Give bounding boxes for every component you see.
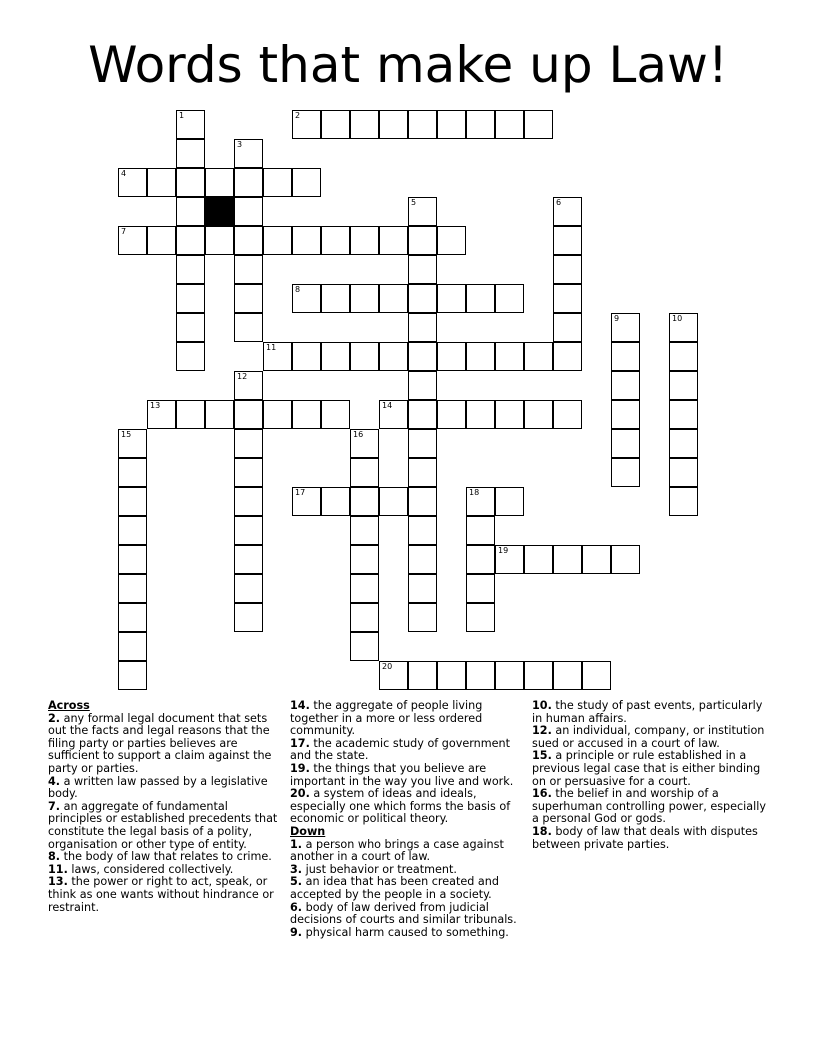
grid-cell[interactable] bbox=[263, 342, 292, 371]
grid-cell[interactable] bbox=[466, 400, 495, 429]
clue-number: 3 bbox=[237, 140, 243, 149]
grid-cell[interactable] bbox=[408, 603, 437, 632]
grid-cell[interactable] bbox=[408, 545, 437, 574]
clue-item-text: any formal legal document that sets out the facts and legal reasons that the filing party or parties believes are sufficient to support a claim against the party or parties. bbox=[48, 711, 272, 775]
grid-cell[interactable] bbox=[292, 342, 321, 371]
down-clue-list-continued bbox=[532, 700, 768, 851]
grid-cell[interactable] bbox=[350, 284, 379, 313]
clue-item-number: 20. bbox=[290, 787, 310, 801]
clue-item bbox=[48, 776, 284, 801]
clue-item-text: the academic study of government and the state. bbox=[290, 736, 510, 763]
grid-cell[interactable] bbox=[524, 110, 553, 139]
grid-cell[interactable] bbox=[408, 313, 437, 342]
grid-cell[interactable] bbox=[234, 139, 263, 168]
grid-cell[interactable] bbox=[379, 226, 408, 255]
grid-cell[interactable] bbox=[234, 226, 263, 255]
grid-cell[interactable] bbox=[147, 226, 176, 255]
across-heading: Across bbox=[48, 699, 90, 712]
grid-cell[interactable] bbox=[408, 342, 437, 371]
grid-cell[interactable] bbox=[553, 661, 582, 690]
page-title: Words that make up Law! bbox=[88, 36, 728, 94]
grid-cell[interactable] bbox=[495, 110, 524, 139]
grid-cell[interactable] bbox=[118, 458, 147, 487]
grid-cell[interactable] bbox=[466, 516, 495, 545]
clue-number: 18 bbox=[469, 488, 480, 497]
clue-item bbox=[290, 839, 526, 864]
grid-cell[interactable] bbox=[495, 661, 524, 690]
grid-cell[interactable] bbox=[350, 487, 379, 516]
grid-cell[interactable] bbox=[466, 342, 495, 371]
grid-cell[interactable] bbox=[321, 342, 350, 371]
grid-cell[interactable] bbox=[553, 313, 582, 342]
grid-cell[interactable] bbox=[611, 545, 640, 574]
grid-cell[interactable] bbox=[379, 487, 408, 516]
grid-cell[interactable] bbox=[582, 661, 611, 690]
grid-cell[interactable] bbox=[234, 313, 263, 342]
clue-item-number: 8. bbox=[48, 850, 61, 864]
grid-cell[interactable] bbox=[234, 371, 263, 400]
grid-cell[interactable] bbox=[176, 313, 205, 342]
grid-cell[interactable] bbox=[234, 429, 263, 458]
clue-item bbox=[290, 876, 526, 901]
clue-item bbox=[532, 725, 768, 750]
grid-cell[interactable] bbox=[118, 603, 147, 632]
grid-cell[interactable] bbox=[408, 516, 437, 545]
clue-item-number: 10. bbox=[532, 699, 552, 712]
grid-cell[interactable] bbox=[176, 284, 205, 313]
grid-cell[interactable] bbox=[437, 226, 466, 255]
clue-item bbox=[290, 902, 526, 927]
grid-cell[interactable] bbox=[524, 661, 553, 690]
grid-cell[interactable] bbox=[234, 458, 263, 487]
grid-cell[interactable] bbox=[553, 342, 582, 371]
clue-number: 9 bbox=[614, 314, 620, 323]
clue-number: 11 bbox=[266, 343, 277, 352]
clue-item-number: 5. bbox=[290, 875, 303, 889]
clue-number: 14 bbox=[382, 401, 393, 410]
clue-item-number: 3. bbox=[290, 862, 303, 876]
grid-cell[interactable] bbox=[118, 545, 147, 574]
clue-item bbox=[48, 801, 284, 851]
grid-cell[interactable] bbox=[495, 400, 524, 429]
grid-cell[interactable] bbox=[118, 661, 147, 690]
grid-cell[interactable] bbox=[234, 168, 263, 197]
clue-item-number: 14. bbox=[290, 699, 310, 712]
grid-cell[interactable] bbox=[669, 371, 698, 400]
grid-cell[interactable] bbox=[553, 545, 582, 574]
clue-number: 4 bbox=[121, 169, 127, 178]
grid-cell[interactable] bbox=[437, 661, 466, 690]
grid-cell[interactable] bbox=[466, 574, 495, 603]
grid-cell[interactable] bbox=[147, 168, 176, 197]
clue-item-number: 4. bbox=[48, 774, 61, 788]
grid-cell[interactable] bbox=[176, 226, 205, 255]
grid-cell[interactable] bbox=[611, 342, 640, 371]
grid-cell[interactable] bbox=[669, 429, 698, 458]
grid-cell[interactable] bbox=[234, 400, 263, 429]
clue-item bbox=[532, 700, 768, 725]
clue-item-text: an idea that has been created and accepted by the people in a society. bbox=[290, 875, 499, 901]
grid-cell[interactable] bbox=[437, 342, 466, 371]
across-clue-list bbox=[48, 713, 284, 915]
clue-item-number: 1. bbox=[290, 837, 303, 851]
grid-cell[interactable] bbox=[350, 342, 379, 371]
grid-cell[interactable] bbox=[292, 110, 321, 139]
clue-number: 7 bbox=[121, 227, 127, 236]
clue-number: 12 bbox=[237, 372, 248, 381]
grid-cell[interactable] bbox=[321, 284, 350, 313]
clue-number: 16 bbox=[353, 430, 364, 439]
grid-cell[interactable] bbox=[379, 400, 408, 429]
clue-item-text: the belief in and worship of a superhuman controlling power, especially a personal God or gods. bbox=[532, 787, 766, 826]
down-heading: Down bbox=[290, 824, 326, 838]
grid-cell[interactable] bbox=[466, 284, 495, 313]
grid-cell[interactable] bbox=[350, 545, 379, 574]
grid-cell[interactable] bbox=[379, 661, 408, 690]
down-clue-list bbox=[290, 839, 526, 940]
clue-number: 8 bbox=[295, 285, 301, 294]
clue-column-2 bbox=[290, 700, 526, 939]
grid-cell[interactable] bbox=[263, 400, 292, 429]
grid-cell[interactable] bbox=[234, 284, 263, 313]
clue-item-text: the study of past events, particularly in human affairs. bbox=[532, 699, 763, 725]
grid-cell[interactable] bbox=[321, 226, 350, 255]
clue-item-number: 13. bbox=[48, 875, 68, 889]
clue-item bbox=[48, 713, 284, 776]
grid-cell[interactable] bbox=[582, 545, 611, 574]
grid-cell[interactable] bbox=[553, 255, 582, 284]
grid-cell[interactable] bbox=[234, 516, 263, 545]
clue-item-number: 11. bbox=[48, 862, 68, 876]
grid-cell[interactable] bbox=[292, 400, 321, 429]
clue-number: 15 bbox=[121, 430, 132, 439]
grid-cell[interactable] bbox=[176, 110, 205, 139]
grid-cell[interactable] bbox=[553, 400, 582, 429]
grid-cell[interactable] bbox=[669, 313, 698, 342]
grid-cell[interactable] bbox=[350, 226, 379, 255]
grid-cell[interactable] bbox=[176, 168, 205, 197]
clue-item-text: a person who brings a case against another in a court of law. bbox=[290, 837, 504, 864]
grid-cell[interactable] bbox=[437, 284, 466, 313]
grid-cell[interactable] bbox=[466, 661, 495, 690]
grid-cell[interactable] bbox=[234, 487, 263, 516]
clue-item-number: 6. bbox=[290, 900, 303, 914]
grid-cell[interactable] bbox=[292, 226, 321, 255]
clue-number: 6 bbox=[556, 198, 562, 207]
clue-item-number: 18. bbox=[532, 824, 552, 838]
grid-cell[interactable] bbox=[611, 429, 640, 458]
grid-cell[interactable] bbox=[611, 400, 640, 429]
grid-cell[interactable] bbox=[176, 400, 205, 429]
grid-cell[interactable] bbox=[118, 574, 147, 603]
grid-cell[interactable] bbox=[524, 342, 553, 371]
grid-cell[interactable] bbox=[408, 661, 437, 690]
grid-cell[interactable] bbox=[379, 342, 408, 371]
grid-cell[interactable] bbox=[350, 516, 379, 545]
clue-item bbox=[48, 876, 284, 914]
grid-cell[interactable] bbox=[408, 458, 437, 487]
clue-item-number: 16. bbox=[532, 787, 552, 801]
clue-item bbox=[290, 927, 526, 940]
grid-cell[interactable] bbox=[350, 574, 379, 603]
clue-item bbox=[290, 738, 526, 763]
grid-cell[interactable] bbox=[524, 545, 553, 574]
grid-cell[interactable] bbox=[553, 197, 582, 226]
clue-item bbox=[290, 788, 526, 826]
clue-item-text: a principle or rule established in a previous legal case that is either binding on or persuasive for a court. bbox=[532, 749, 761, 788]
grid-cell[interactable] bbox=[669, 458, 698, 487]
clue-column-1 bbox=[48, 700, 284, 914]
grid-cell[interactable] bbox=[350, 429, 379, 458]
grid-cell[interactable] bbox=[553, 226, 582, 255]
grid-cell[interactable] bbox=[495, 284, 524, 313]
clue-number: 5 bbox=[411, 198, 417, 207]
grid-cell[interactable] bbox=[466, 545, 495, 574]
grid-cell[interactable] bbox=[234, 574, 263, 603]
across-clue-list-continued bbox=[290, 700, 526, 826]
clue-number: 19 bbox=[498, 546, 509, 555]
clue-item-number: 17. bbox=[290, 736, 310, 750]
grid-cell[interactable] bbox=[553, 284, 582, 313]
clue-item-number: 15. bbox=[532, 749, 552, 763]
grid-cell[interactable] bbox=[321, 400, 350, 429]
grid-cell[interactable] bbox=[205, 168, 234, 197]
grid-cell[interactable] bbox=[408, 226, 437, 255]
grid-cell[interactable] bbox=[118, 632, 147, 661]
clue-item bbox=[532, 788, 768, 826]
grid-cell[interactable] bbox=[408, 487, 437, 516]
grid-cell[interactable] bbox=[611, 458, 640, 487]
grid-cell[interactable] bbox=[466, 603, 495, 632]
clue-item-text: body of law that deals with disputes between private parties. bbox=[532, 824, 758, 851]
clue-item-text: physical harm caused to something. bbox=[302, 925, 509, 939]
grid-cell[interactable] bbox=[408, 574, 437, 603]
grid-cell[interactable] bbox=[350, 458, 379, 487]
clue-item-text: an individual, company, or institution sued or accused in a court of law. bbox=[532, 724, 765, 750]
grid-cell[interactable] bbox=[205, 226, 234, 255]
grid-cell[interactable] bbox=[147, 400, 176, 429]
grid-cell[interactable] bbox=[118, 429, 147, 458]
grid-cell[interactable] bbox=[408, 400, 437, 429]
grid-cell[interactable] bbox=[176, 139, 205, 168]
grid-cell[interactable] bbox=[408, 284, 437, 313]
grid-cell[interactable] bbox=[263, 226, 292, 255]
grid-cell[interactable] bbox=[408, 197, 437, 226]
clue-item-number: 9. bbox=[290, 925, 303, 939]
grid-cell[interactable] bbox=[205, 400, 234, 429]
grid-cell[interactable] bbox=[234, 255, 263, 284]
grid-cell[interactable] bbox=[466, 110, 495, 139]
grid-cell[interactable] bbox=[611, 371, 640, 400]
grid-cell[interactable] bbox=[292, 168, 321, 197]
clue-item-text: the aggregate of people living together in a more or less ordered community. bbox=[290, 699, 483, 738]
grid-cell[interactable] bbox=[321, 110, 350, 139]
grid-cell[interactable] bbox=[611, 313, 640, 342]
grid-cell[interactable] bbox=[669, 487, 698, 516]
clue-number: 10 bbox=[672, 314, 683, 323]
grid-cell[interactable] bbox=[379, 110, 408, 139]
clue-item bbox=[532, 750, 768, 788]
clue-item-text: laws, considered collectively. bbox=[67, 862, 234, 876]
clue-item-number: 2. bbox=[48, 711, 61, 725]
grid-cell[interactable] bbox=[176, 197, 205, 226]
clue-number: 13 bbox=[150, 401, 161, 410]
grid-cell[interactable] bbox=[292, 284, 321, 313]
clue-item-text: just behavior or treatment. bbox=[302, 862, 457, 876]
grid-cell[interactable] bbox=[669, 342, 698, 371]
grid-cell[interactable] bbox=[408, 255, 437, 284]
grid-cell[interactable] bbox=[408, 371, 437, 400]
grid-cell[interactable] bbox=[292, 487, 321, 516]
grid-cell[interactable] bbox=[524, 400, 553, 429]
clue-number: 17 bbox=[295, 488, 306, 497]
clue-item-text: the power or right to act, speak, or think as one wants without hindrance or restraint. bbox=[48, 875, 274, 914]
grid-cell[interactable] bbox=[350, 632, 379, 661]
grid-cell[interactable] bbox=[495, 487, 524, 516]
grid-cell[interactable] bbox=[437, 110, 466, 139]
clue-item bbox=[532, 826, 768, 851]
clue-item-text: a system of ideas and ideals, especially one which forms the basis of economic or political theory. bbox=[290, 787, 511, 826]
clue-item bbox=[290, 763, 526, 788]
clue-item bbox=[290, 700, 526, 738]
clue-item-text: body of law derived from judicial decisions of courts and similar tribunals. bbox=[290, 900, 517, 927]
grid-cell[interactable] bbox=[466, 487, 495, 516]
grid-cell[interactable] bbox=[118, 168, 147, 197]
clue-number: 1 bbox=[179, 111, 185, 120]
grid-cell[interactable] bbox=[321, 487, 350, 516]
clue-number: 2 bbox=[295, 111, 301, 120]
clue-number: 20 bbox=[382, 662, 393, 671]
grid-cell[interactable] bbox=[437, 400, 466, 429]
grid-cell[interactable] bbox=[408, 110, 437, 139]
grid-cell[interactable] bbox=[350, 603, 379, 632]
clue-item-text: the things that you believe are important in the way you live and work. bbox=[290, 761, 514, 788]
clue-column-3 bbox=[532, 700, 768, 851]
grid-cell[interactable] bbox=[118, 226, 147, 255]
grid-cell[interactable] bbox=[408, 429, 437, 458]
grid-cell[interactable] bbox=[234, 545, 263, 574]
grid-cell[interactable] bbox=[234, 603, 263, 632]
grid-cell[interactable] bbox=[350, 110, 379, 139]
grid-cell[interactable] bbox=[263, 168, 292, 197]
clue-item-text: the body of law that relates to crime. bbox=[60, 850, 272, 864]
grid-cell[interactable] bbox=[495, 545, 524, 574]
grid-cell[interactable] bbox=[118, 487, 147, 516]
grid-cell[interactable] bbox=[118, 516, 147, 545]
grid-cell[interactable] bbox=[495, 342, 524, 371]
grid-cell[interactable] bbox=[176, 342, 205, 371]
grid-cell[interactable] bbox=[234, 197, 263, 226]
clue-item-number: 12. bbox=[532, 724, 552, 738]
grid-cell[interactable] bbox=[669, 400, 698, 429]
grid-cell[interactable] bbox=[379, 284, 408, 313]
clue-item-number: 19. bbox=[290, 761, 310, 775]
clue-item-text: an aggregate of fundamental principles or established precedents that constitute the legal basis of a polity, organisation or other type of entity. bbox=[48, 799, 278, 851]
clue-item-number: 7. bbox=[48, 799, 61, 813]
grid-cell[interactable] bbox=[176, 255, 205, 284]
clue-item-text: a written law passed by a legislative body. bbox=[48, 774, 268, 801]
black-square bbox=[205, 197, 234, 226]
